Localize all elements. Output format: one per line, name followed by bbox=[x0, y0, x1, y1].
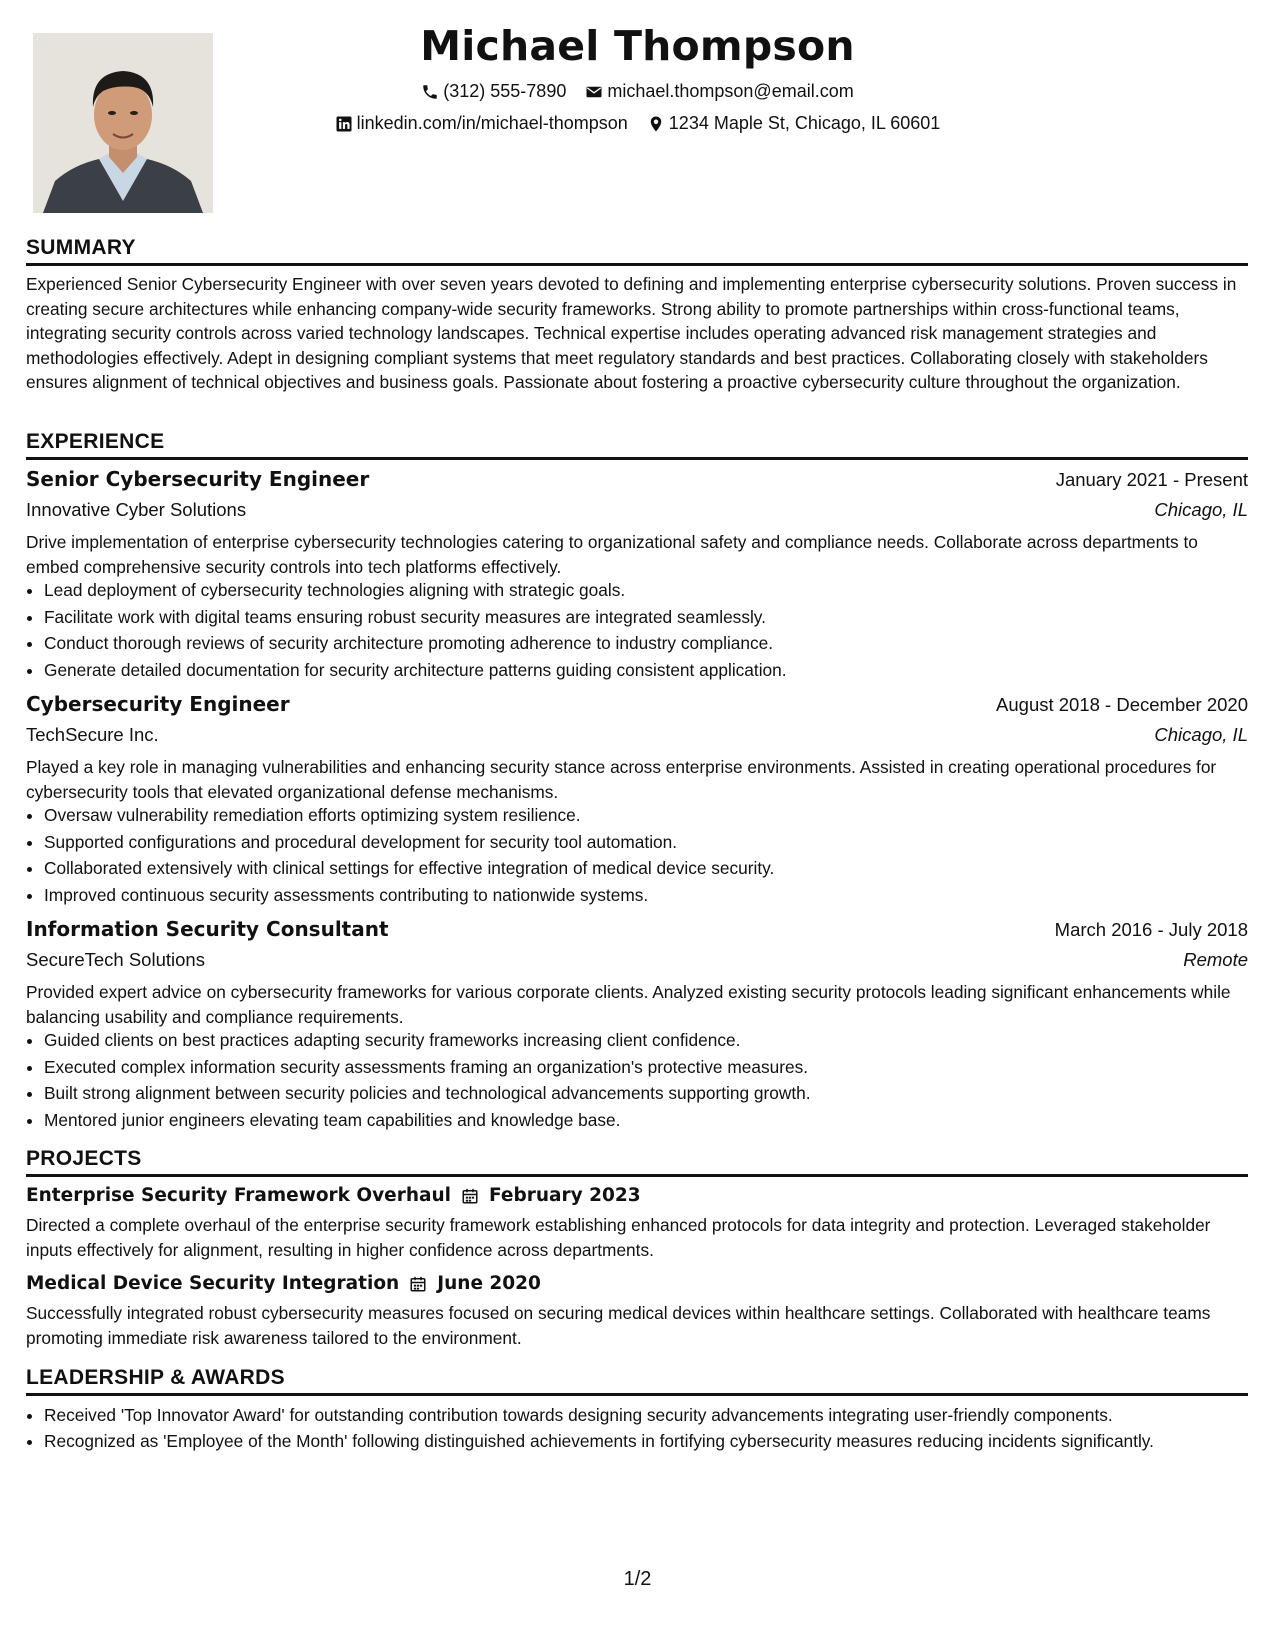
job-dates: January 2021 - Present bbox=[1055, 469, 1248, 490]
page-number: 1/2 bbox=[623, 1568, 652, 1590]
envelope-icon bbox=[585, 83, 603, 101]
project-name: Enterprise Security Framework Overhaul bbox=[26, 1185, 452, 1206]
job-description: Played a key role in managing vulnerabilities and enhancing security stance across enterprise environments. Assisted in creating operational procedures for cybersecurity tools that elevated organizational defense mechanisms. bbox=[26, 757, 1217, 802]
bullet-item: • Improved continuous security assessments contributing to nationwide systems. bbox=[44, 882, 1266, 909]
project-description: Directed a complete overhaul of the enterprise security framework establishing enhanced protocols for data integrity and protection. Leveraged stakeholder inputs effectively for alignment, resulting in higher confidence across departments. bbox=[26, 1215, 1211, 1260]
job-description: Drive implementation of enterprise cybersecurity technologies catering to organizational safety and compliance needs. Collaborate across departments to embed comprehensive security controls into tech platforms effectively. bbox=[26, 532, 1198, 577]
phone-icon bbox=[421, 83, 439, 101]
bullet-item: • Conduct thorough reviews of security architecture promoting adherence to industry compliance. bbox=[44, 630, 1266, 657]
job-dates: August 2018 - December 2020 bbox=[996, 694, 1248, 715]
bullet-item: • Facilitate work with digital teams ensuring robust security measures are integrated seamlessly. bbox=[44, 604, 1266, 631]
job-title: Senior Cybersecurity Engineer bbox=[26, 467, 370, 491]
award-item: • Received 'Top Innovator Award' for outstanding contribution towards designing security advancements integrating user-friendly components. bbox=[44, 1403, 1266, 1427]
job-title: Cybersecurity Engineer bbox=[26, 692, 290, 716]
job-bullets bbox=[26, 1027, 1266, 1133]
job-location: Chicago, IL bbox=[1154, 724, 1248, 745]
bullet-item: • Supported configurations and procedural development for security tool automation. bbox=[44, 829, 1266, 856]
contact-address bbox=[647, 113, 941, 134]
project-date: February 2023 bbox=[489, 1185, 641, 1206]
job-dates: March 2016 - July 2018 bbox=[1054, 919, 1248, 940]
project-header bbox=[26, 1273, 541, 1294]
address-text: 1234 Maple St, Chicago, IL 60601 bbox=[668, 113, 941, 133]
job-bullets bbox=[26, 802, 1266, 908]
calendar-icon bbox=[461, 1187, 479, 1205]
map-pin-icon bbox=[647, 115, 665, 133]
bullet-item: • Mentored junior engineers elevating team capabilities and knowledge base. bbox=[44, 1107, 1266, 1134]
job-company: Innovative Cyber Solutions bbox=[26, 499, 247, 520]
contact-phone[interactable] bbox=[421, 81, 566, 102]
bullet-item: • Built strong alignment between security policies and technological advancements supporting growth. bbox=[44, 1080, 1266, 1107]
bullet-item: • Guided clients on best practices adapting security frameworks increasing client confidence. bbox=[44, 1027, 1266, 1054]
project-name: Medical Device Security Integration bbox=[26, 1273, 400, 1294]
job-location: Remote bbox=[1183, 949, 1248, 970]
section-title-projects: PROJECTS bbox=[26, 1147, 1248, 1177]
award-item: • Recognized as 'Employee of the Month' following distinguished achievements in fortifying cybersecurity measures reducing incidents significantly. bbox=[44, 1429, 1266, 1453]
phone-text: (312) 555-7890 bbox=[443, 81, 567, 101]
contact-line-2 bbox=[0, 113, 1275, 138]
contact-email[interactable] bbox=[585, 81, 853, 102]
job-company: TechSecure Inc. bbox=[26, 724, 159, 745]
summary-text: Experienced Senior Cybersecurity Engineer with over seven years devoted to defining and implementing enterprise cybersecurity solutions. Proven success in creating secure architectures while enhancing company-wide security frameworks. Strong ability to promote partnerships within cross-functional teams, integrating security controls across varied technology landscapes. Technical expertise includes operating advanced risk management strategies and methodologies effectively. Adept in designing compliant systems that meet regulatory standards and best practices. Collaborating closely with stakeholders ensures alignment of technical objectives and business goals. Passionate about fostering a proactive cybersecurity culture throughout the organization. bbox=[26, 274, 1237, 392]
awards-list bbox=[26, 1403, 1266, 1453]
section-title-awards: LEADERSHIP & AWARDS bbox=[26, 1366, 1248, 1396]
contact-linkedin[interactable] bbox=[335, 113, 628, 134]
contact-line-1 bbox=[0, 81, 1275, 106]
job-company: SecureTech Solutions bbox=[26, 949, 205, 970]
calendar-icon bbox=[409, 1275, 427, 1293]
bullet-item: • Lead deployment of cybersecurity technologies aligning with strategic goals. bbox=[44, 577, 1266, 604]
job-description: Provided expert advice on cybersecurity frameworks for various corporate clients. Analyzed existing security protocols leading significant enhancements while balancing usability and compliance requirements. bbox=[26, 982, 1231, 1027]
email-text: michael.thompson@email.com bbox=[607, 81, 854, 101]
candidate-name: Michael Thompson bbox=[420, 22, 855, 70]
bullet-item: • Collaborated extensively with clinical settings for effective integration of medical device security. bbox=[44, 855, 1266, 882]
section-title-summary: SUMMARY bbox=[26, 236, 1248, 266]
job-bullets bbox=[26, 577, 1266, 683]
bullet-item: • Generate detailed documentation for security architecture patterns guiding consistent application. bbox=[44, 657, 1266, 684]
project-date: June 2020 bbox=[437, 1273, 541, 1294]
project-description: Successfully integrated robust cybersecurity measures focused on securing medical devices within healthcare settings. Collaborated with healthcare teams promoting immediate risk awareness tailored to the environment. bbox=[26, 1303, 1211, 1348]
linkedin-icon bbox=[335, 115, 353, 133]
project-header bbox=[26, 1185, 641, 1206]
bullet-item: • Executed complex information security assessments framing an organization's protective measures. bbox=[44, 1054, 1266, 1081]
linkedin-text: linkedin.com/in/michael-thompson bbox=[356, 113, 628, 133]
bullet-item: • Oversaw vulnerability remediation efforts optimizing system resilience. bbox=[44, 802, 1266, 829]
section-title-experience: EXPERIENCE bbox=[26, 430, 1248, 460]
job-location: Chicago, IL bbox=[1154, 499, 1248, 520]
job-title: Information Security Consultant bbox=[26, 917, 389, 941]
